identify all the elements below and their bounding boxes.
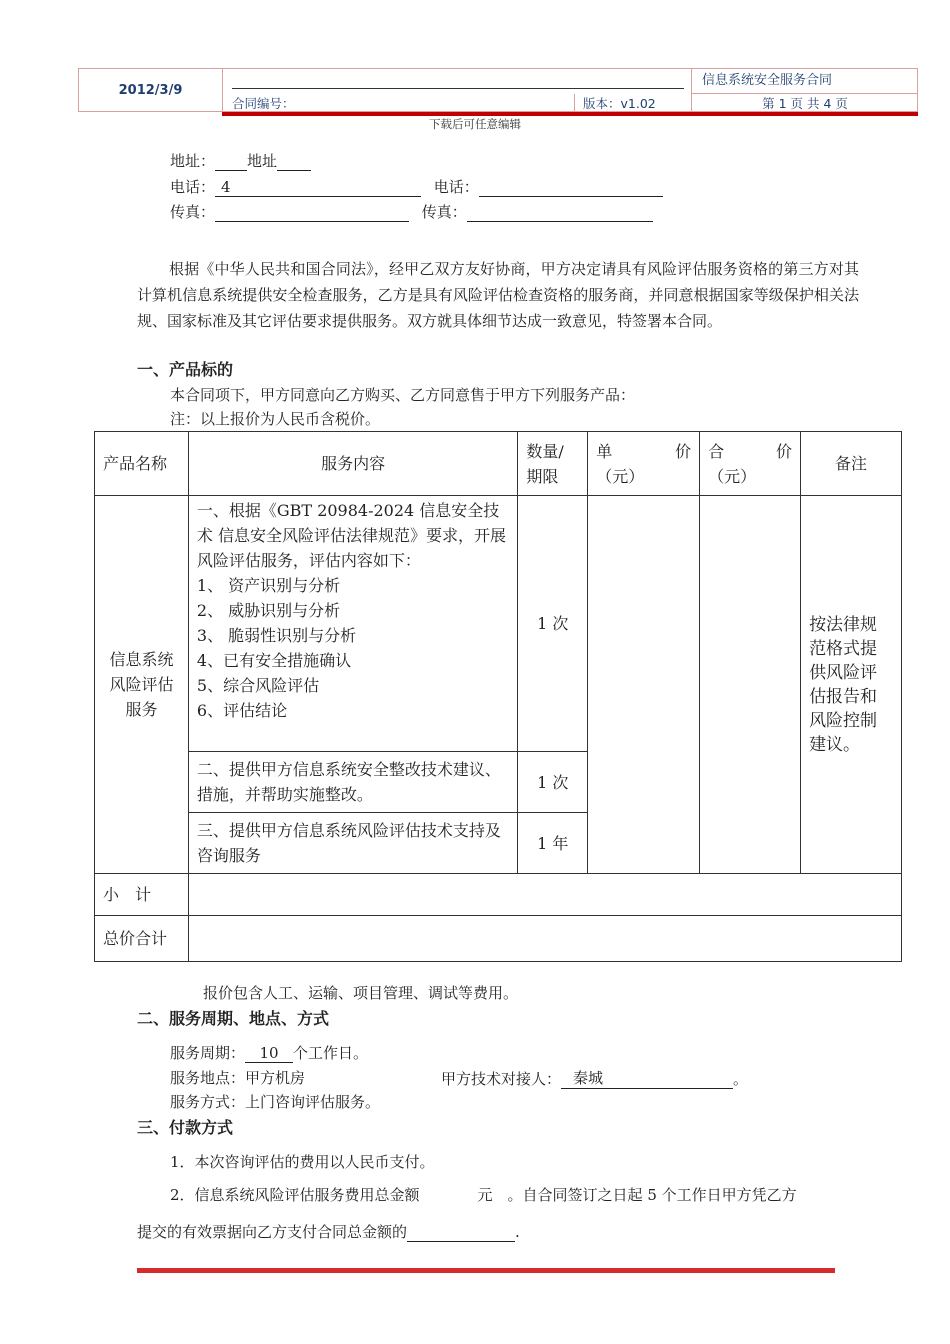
section1-heading: 一、产品标的 — [137, 360, 234, 379]
fax2-blank — [467, 221, 653, 222]
document-title: 信息系统安全服务合同 — [691, 68, 918, 94]
payment-item-2-line2 — [137, 1221, 520, 1242]
unit-price-char1: 单 — [596, 441, 613, 461]
product-name-cell: 信息系统风险评估服务 — [95, 496, 189, 874]
address-line — [170, 150, 311, 171]
total-price-char2: 价 — [776, 441, 793, 461]
service-item-3: 三、提供甲方信息系统风险评估技术支持及咨询服务 — [188, 813, 517, 874]
grand-total-label: 总价合计 — [95, 916, 189, 962]
fax-label: 传真： — [170, 203, 216, 221]
tech-contact-line — [441, 1067, 748, 1089]
edit-note: 下载后可任意编辑 — [429, 117, 521, 131]
section3-heading: 三、付款方式 — [137, 1118, 234, 1137]
location-line: 服务地点：甲方机房 — [170, 1069, 306, 1087]
subtotal-value — [188, 874, 901, 916]
qty-cell-3: 1 年 — [518, 813, 588, 874]
section1-line1: 本合同项下，甲方同意向乙方购买、乙方同意售于甲方下列服务产品： — [170, 386, 636, 404]
col-unit-price-header — [588, 432, 700, 496]
grand-total-row — [95, 916, 902, 962]
phone2-blank — [479, 196, 663, 197]
service-table — [94, 431, 902, 962]
header-underline — [232, 88, 684, 89]
total-price-cell — [700, 496, 801, 874]
address-label: 地址： — [170, 152, 216, 170]
service1-step: 3、 脆弱性识别与分析 — [196, 626, 357, 645]
service-item-2: 二、提供甲方信息系统安全整改技术建议、措施，并帮助实施整改。 — [188, 752, 517, 813]
service1-step: 6、评估结论 — [196, 701, 288, 720]
unit-price-char2: 价 — [675, 441, 692, 461]
service1-step: 1、 资产识别与分析 — [196, 576, 341, 595]
phone-label: 电话： — [170, 178, 216, 196]
service1-step: 5、综合风险评估 — [196, 676, 320, 695]
page-info: 第 1 页 共 4 页 — [691, 94, 918, 114]
qty-cell-2: 1 次 — [518, 752, 588, 813]
section1-line2: 注：以上报价为人民币含税价。 — [170, 410, 381, 428]
phone-line — [170, 176, 663, 197]
fax2-label: 传真： — [421, 203, 467, 221]
phone-value: 4 — [215, 178, 421, 197]
subtotal-row — [95, 874, 902, 916]
contract-no-label: 合同编号： — [232, 96, 295, 111]
total-price-char1: 合 — [708, 441, 725, 461]
mode-line: 服务方式：上门咨询评估服务。 — [170, 1093, 381, 1111]
version-value: v1.02 — [620, 96, 656, 111]
price-note: 报价包含人工、运输、项目管理、调试等费用。 — [203, 984, 519, 1002]
payment-item-2-text: 2．信息系统风险评估服务费用总金额 — [170, 1186, 420, 1204]
tech-contact-label: 甲方技术对接人： — [441, 1070, 562, 1088]
col-product-header: 产品名称 — [95, 432, 189, 496]
unit-price-cell — [588, 496, 700, 874]
total-price-unit: （元） — [708, 466, 757, 486]
version-cell — [574, 94, 692, 114]
header-date: 2012/3/9 — [78, 68, 223, 112]
section2-heading: 二、服务周期、地点、方式 — [137, 1009, 330, 1028]
tech-contact-value: 秦城 — [561, 1067, 733, 1089]
col-service-header: 服务内容 — [188, 432, 517, 496]
period-label: 服务周期： — [170, 1044, 246, 1062]
payment-item-1: 1．本次咨询评估的费用以人民币支付。 — [170, 1153, 435, 1171]
period-unit: 个工作日。 — [293, 1044, 369, 1062]
table-row — [95, 496, 902, 752]
footer-red-rule — [137, 1268, 835, 1273]
subtotal-label: 小 计 — [95, 874, 189, 916]
col-total-price-header — [700, 432, 801, 496]
tech-contact-end: 。 — [733, 1070, 749, 1088]
version-label: 版本： — [583, 96, 621, 111]
service1-intro: 一、根据《GBT 20984-2024 信息安全技术 信息安全风险评估法律规范》要求，开展风险评估服务，评估内容如下： — [196, 501, 506, 570]
period-value: 10 — [245, 1044, 293, 1063]
table-header-row — [95, 432, 902, 496]
remark-cell: 按法律规范格式提供风险评估报告和风险控制建议。 — [801, 496, 902, 874]
intro-paragraph: 根据《中华人民共和国合同法》，经甲乙双方友好协商，甲方决定请具有风险评估服务资格的第三方对其计算机信息系统提供安全检查服务，乙方是具有风险评估检查资格的服务商，并同意根据国家等级保护相关法规、国家标准及其它评估要求提供服务。双方就具体细节达成一致意见，特签署本合同。 — [137, 260, 859, 330]
service-item-1 — [188, 496, 517, 752]
fax-line — [170, 201, 653, 222]
service1-step: 2、 威胁识别与分析 — [196, 601, 341, 620]
col-qty-header: 数量/期限 — [518, 432, 588, 496]
col-remark-header: 备注 — [801, 432, 902, 496]
payment-item-2-end: . — [515, 1223, 520, 1241]
payment-percent-blank — [407, 1241, 515, 1242]
payment-item-2-line2-text: 提交的有效票据向乙方支付合同总金额的 — [137, 1223, 408, 1241]
qty-cell-1: 1 次 — [518, 496, 588, 752]
phone2-label: 电话： — [433, 178, 479, 196]
header-meta-row — [222, 94, 918, 114]
payment-item-2 — [170, 1184, 797, 1205]
fax-blank — [215, 221, 409, 222]
period-line — [170, 1042, 368, 1063]
grand-total-value — [188, 916, 901, 962]
address-value: 地址 — [247, 152, 278, 170]
payment-item-2-cont: 元 。自合同签订之日起 5 个工作日甲方凭乙方 — [477, 1186, 797, 1204]
service1-step: 4、已有安全措施确认 — [196, 651, 352, 670]
unit-price-unit: （元） — [596, 466, 645, 486]
